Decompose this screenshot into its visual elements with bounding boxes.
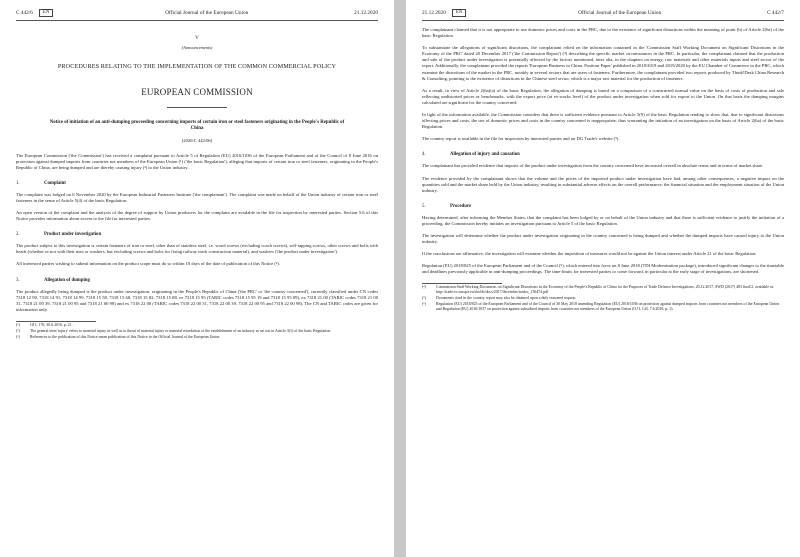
footnote-marker: (³) (16, 334, 20, 339)
section-title: Procedure (450, 203, 472, 209)
footnote (16, 323, 378, 328)
footnote-marker: (¹) (16, 322, 20, 327)
paragraph: As a result, in view of Article 2(6a)(a) of the basic Regulation, the allegation of dumping is based on a comparison of a constructed normal value on the basis of costs of production and sale reflecting undistorted prices or benchmarks, with the export price (at ex-works level) of the product under investigation when sold for export to the Union. On that basis the dumping margins calculated are significant for the country concerned. (422, 87, 784, 105)
page-reference: C 442/6 (16, 10, 33, 16)
section-heading (422, 204, 784, 209)
notice-title: Notice of initiation of an anti-dumping proceeding concerning imports of certain iron or steel fasteners originating in the People's Republic of China (49, 120, 345, 132)
paragraph: Having determined, after informing the Member States, that the complaint has been lodged by or on behalf of the Union industry and that there is sufficient evidence to justify the initiation of a proceeding, the Commission hereby initiates an investigation pursuant to Article 5 of the basic Regulation. (422, 214, 784, 226)
paragraph: All interested parties wishing to submit information on the product scope must do so within 10 days of the date of publication of this Notice (³). (16, 261, 280, 267)
footnote-divider (16, 321, 96, 322)
footnote (422, 302, 784, 312)
page-header (16, 8, 378, 21)
footnote-marker: (²) (16, 328, 20, 333)
paragraph: The evidence provided by the complainant shows that the volume and the prices of the imported product under investigation have had, among other consequences, a negative impact on the quantities sold and the market share held by the Union industry, resulting in substantial adverse effects on the overall performance, the financial situation and the employment situation of the Union industry. (422, 175, 784, 193)
section-heading (16, 278, 378, 283)
paragraph: The investigation will determine whether the product under investigation originating in the country concerned is being dumped and whether the dumped imports have caused injury to the Union industry. (422, 232, 784, 245)
left-page (0, 0, 394, 557)
procedures-title: PROCEDURES RELATING TO THE IMPLEMENTATION OF THE COMMON COMMERCIAL POLICY (57, 63, 337, 70)
paragraph: An open version of the complaint and the analysis of the degree of support by Union producers for the complaint are available in the file for inspection by interested parties. Section 5.6 of this Notice provides information about access to the file for interested parties. (16, 210, 378, 222)
paragraph: In light of the information available, the Commission considers that there is sufficient evidence pursuant to Article 5(9) of the basic Regulation tending to show that, due to significant distortions affecting prices and costs, the use of domestic prices and costs in the country concerned is inappropriate, thus warranting the initiation of an investigation on the basis of Article 2(6a) of the basic Regulation. (422, 112, 784, 130)
divider (167, 107, 227, 108)
paragraph: The complaint was lodged on 6 November 2020 by the European Industrial Fasteners Institute ('the complainant'). The complaint was made on behalf of the Union industry of certain iron or steel fasteners in the sense of Article 5(4) of the basic Regulation. (16, 191, 378, 203)
section-num: 1. (16, 180, 20, 186)
paragraph: If the conclusions are affirmative, the investigation will examine whether the imposition of measures would not be against the Union interest under Article 21 of the basic Regulation. (422, 251, 757, 257)
section-num: 3. (16, 277, 20, 283)
section-heading (422, 152, 784, 157)
footnote-marker: (⁴) (422, 285, 426, 290)
footnote-marker: (⁶) (422, 302, 426, 307)
section-number: V (195, 35, 199, 41)
section-title: Product under investigation (44, 232, 102, 238)
commission-heading: EUROPEAN COMMISSION (141, 87, 253, 97)
paragraph: Regulation (EU) 2018/825 of the European Parliament and of the Council (⁶), which entered into force on 8 June 2018 (TDI Modernisation package), introduced significant changes to the timetable and deadlines previously applicable in anti-dumping proceedings. The time-limits for interested parties to come forward, in particular at the early stage of investigations, are shortened. (422, 263, 784, 275)
section-num: 4. (422, 152, 426, 158)
footnote-divider (422, 283, 502, 284)
section-title: Allegation of injury and causation (450, 152, 520, 158)
intro-paragraph: The European Commission ('the Commission') has received a complaint pursuant to Article 5 of Regulation (EU) 2016/1036 of the European Parliament and of the Council of 8 June 2016 on protection against dumped imports from countries not members of the European Union (¹) ('the basic Regulation'), alleging that imports of certain iron or steel fasteners, originating in the People's Republic of China, are being dumped and are thereby causing injury (²) to the Union industry. (16, 152, 378, 170)
footnote (422, 285, 784, 295)
paragraph: To substantiate the allegations of significant distortions, the complainant relied on the information contained in the 'Commission Staff Working Document on Significant Distortions in the Economy of the PRC' dated 20 December 2017 ('the Commission Report') (⁴) describing the specific market circumstances in the PRC. In particular, the complainant claimed that the production and sale of the product under investigation is potentially affected by the factors mentioned, inter alia, in the chapters on energy, raw materials and other materials inputs and steel sector of the report. Additionally, the complainant provided the reports 'European Business in China, Position Paper' published in 2018/2019 and 2019/2020 by the EU Chamber of Commerce in the PRC, which examine the distortions of the market in the PRC, notably in several sectors that are users of fasteners. Furthermore, the complainant provided two reports produced by Think!Desk China Research & Consulting, pointing to the existence of distortions in the Chinese steel sector, which is a major raw material for the production of fasteners. (422, 45, 784, 81)
page-header (422, 8, 784, 21)
footnote (16, 335, 378, 340)
journal-title: Official Journal of the European Union (578, 10, 662, 16)
paragraph: The complainant has provided evidence that imports of the product under investigation from the country concerned have increased overall in absolute terms and in terms of market share. (422, 163, 764, 169)
footnote-text: Regulation (EU) 2018/825 of the European Parliament and of the Council of 30 May 2018 amending Regulation (EU) 2016/1036 on protection against dumped imports from countries not members of the European Union and Regulation (EU) 2016/1037 on protection against subsidised imports from countries not members of the European Union (OJ L 143, 7.6.2018, p. 1). (436, 302, 780, 312)
paragraph: The country report is available in the file for inspection by interested parties and on DG Trade's website (⁵). (422, 136, 620, 142)
notice-reference: (2020/C 442/06) (181, 137, 213, 143)
footnote-text: Documents cited in the country report may also be obtained upon a duly reasoned request. (436, 296, 577, 301)
section-title: Allegation of dumping (44, 277, 90, 283)
footnote-text: Commission Staff Working Document, on Significant Distortions in the Economy of the People's Republic of China for the Purposes of Trade Defence Investigations, 20.12.2017, SWD (2017) 483 final/2, available at: http://trade.ec.europa.eu/doclib/docs/2017/december/tradoc_156474.pdf (436, 285, 774, 295)
language-badge: EN (39, 9, 53, 17)
announcements-label: (Announcements) (181, 45, 213, 50)
page-reference: C 442/7 (767, 10, 784, 16)
footnote (422, 296, 784, 301)
publication-date: 21.12.2020 (422, 10, 446, 16)
footnote-marker: (⁵) (422, 296, 426, 301)
footnote-text: The general term 'injury' refers to material injury as well as to threat of material injury or material retardation of the establishment of an industry as set out in Article 3(1) of the basic Regulation. (30, 328, 332, 333)
paragraph: The complainant claimed that it is not appropriate to use domestic prices and costs in the PRC, due to the existence of significant distortions within the meaning of point (b) of Article 2(6a) of the basic Regulation. (422, 27, 784, 39)
section-num: 2. (16, 232, 20, 238)
footnote-text: OJ L 176, 30.6.2016, p. 21. (30, 322, 73, 327)
right-page (406, 0, 800, 557)
journal-title: Official Journal of the European Union (165, 10, 249, 16)
paragraph: The product allegedly being dumped is the product under investigation, originating in the People's Republic of China ('the PRC' or 'the country concerned'), currently classified under CN codes 7318 12 90, 7318 14 91, 7318 14 99, 7318 15 58, 7318 15 68, 7318 15 82, 7318 15 88, ex 7318 15 95 (TARIC codes 7318 15 95 19 and 7318 15 95 89), ex 7318 21 00 (TARIC codes 7318 21 00 31, 7318 21 00 39, 7318 21 00 95 and 7318 21 00 98) and ex 7318 22 00 (TARIC codes 7318 22 00 31, 7318 22 00 39, 7318 22 00 95 and 7318 22 00 98). The CN and TARIC codes are given for information only. (16, 288, 378, 312)
footnote-text: References to the publication of this Notice mean publication of this Notice in the Official Journal of the European Union. (30, 334, 221, 339)
section-title: Complaint (44, 180, 66, 186)
paragraph: The product subject to this investigation is certain fasteners of iron or steel, other than of stainless steel, i.e. wood screws (excluding coach screws), self-tapping screws, other screws and bolts with heads (whether or not with their nuts or washers, but excluding screws and bolts for fixing railway track construction material), and washers ('the product under investigation'). (16, 243, 378, 255)
footnote (16, 329, 378, 334)
publication-date: 21.12.2020 (354, 10, 378, 16)
section-heading (16, 232, 378, 237)
section-num: 5. (422, 203, 426, 209)
section-heading (16, 181, 378, 186)
language-badge: EN (452, 9, 466, 17)
